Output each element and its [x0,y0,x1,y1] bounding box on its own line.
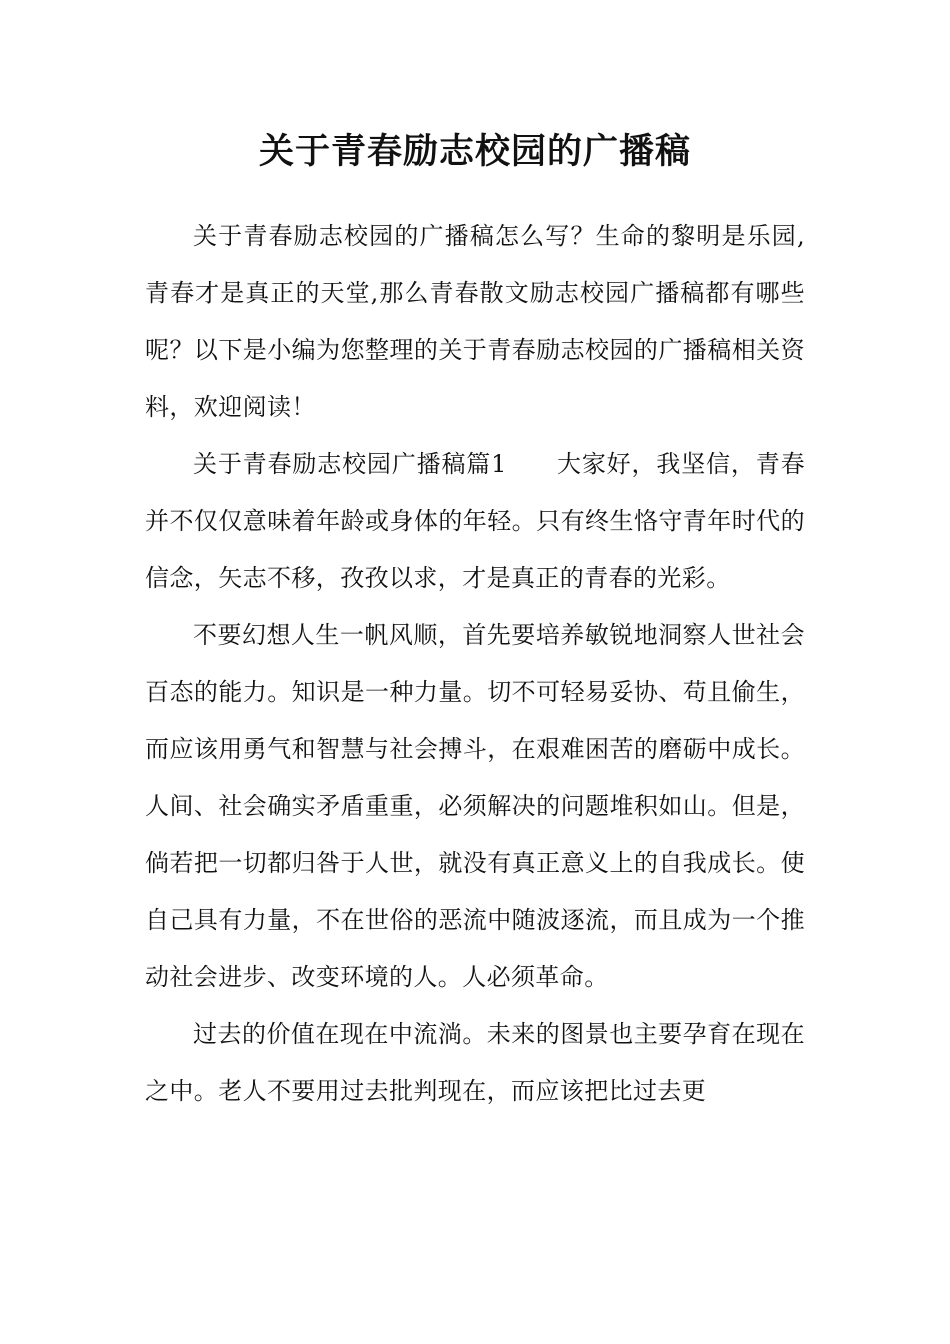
paragraph-growth: 不要幻想人生一帆风顺，首先要培养敏锐地洞察人世社会百态的能力。知识是一种力量。切不可轻易妥协、苟且偷生，而应该用勇气和智慧与社会搏斗，在艰难困苦的磨砺中成长。人间、社会确实矛盾重重，必须解决的问题堆积如山。但是，倘若把一切都归咎于人世，就没有真正意义上的自我成长。使自己具有力量，不在世俗的恶流中随波逐流，而且成为一个推动社会进步、改变环境的人。人必须革命。 [145,621,805,991]
paragraph-intro: 关于青春励志校园的广播稿怎么写？生命的黎明是乐园,青春才是真正的天堂,那么青春散文励志校园广播稿都有哪些呢？以下是小编为您整理的关于青春励志校园的广播稿相关资料，欢迎阅读！ [145,222,805,421]
document-page [145,130,805,1120]
paragraph-article-1: 关于青春励志校园广播稿篇1 大家好，我坚信，青春并不仅仅意味着年龄或身体的年轻。只有终生恪守青年时代的信念，矢志不移，孜孜以求，才是真正的青春的光彩。 [145,450,805,592]
document-title: 关于青春励志校园的广播稿 [258,131,691,172]
paragraph-past-value: 过去的价值在现在中流淌。未来的图景也主要孕育在现在之中。老人不要用过去批判现在，而应该把比过去更 [145,1020,805,1105]
